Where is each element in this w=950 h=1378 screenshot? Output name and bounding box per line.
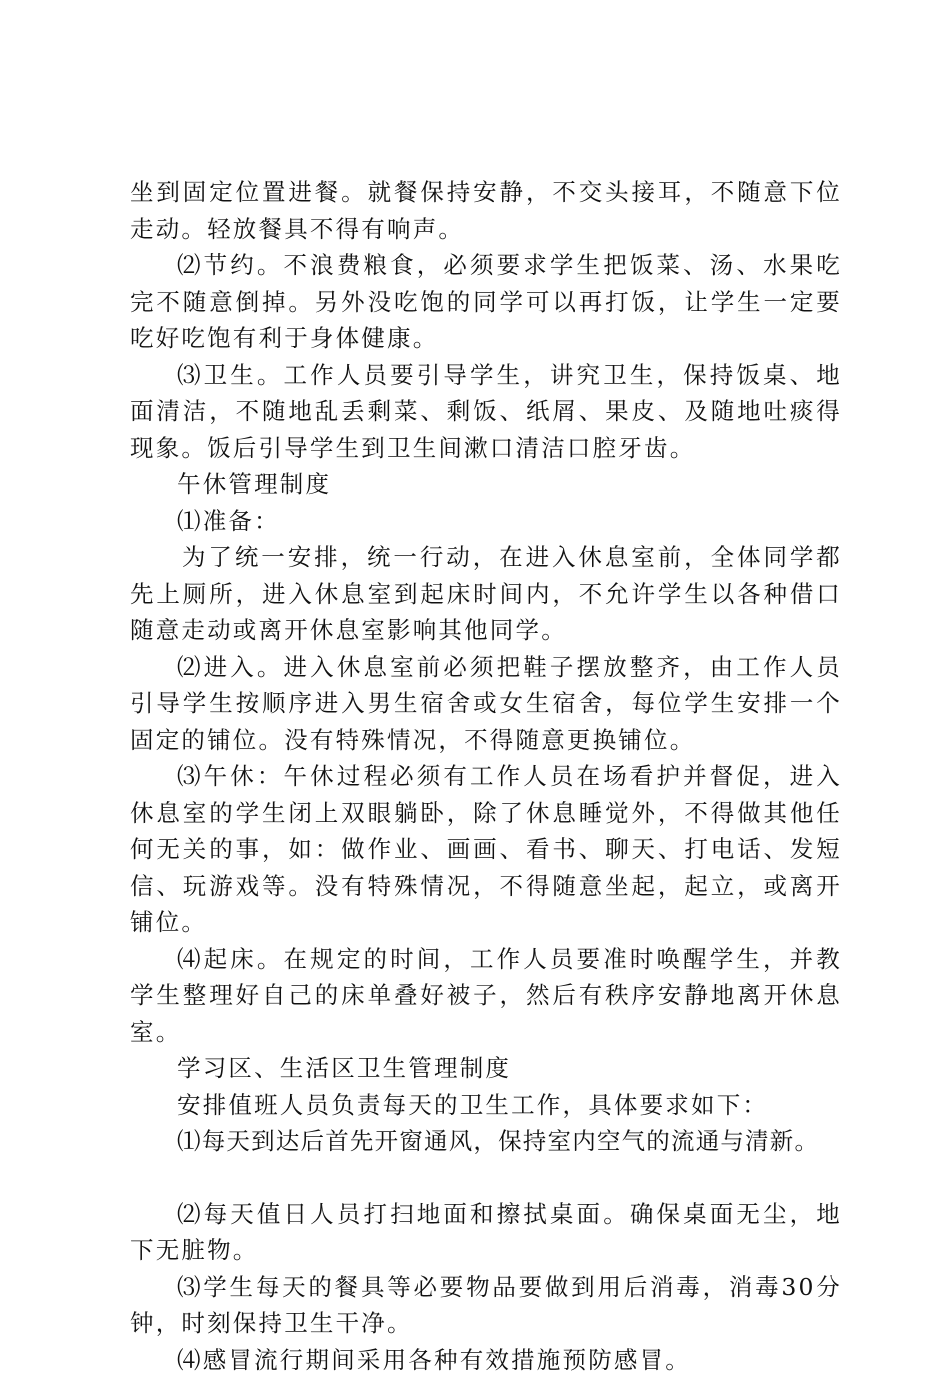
paragraph-meal-hygiene: ⑶卫生。工作人员要引导学生，讲究卫生，保持饭桌、地面清洁，不随地乱丢剩菜、剩饭、纸屑、果皮、及随地吐痰得现象。饭后引导学生到卫生间漱口清洁口腔牙齿。 [130,357,842,467]
paragraph-nap-wakeup: ⑷起床。在规定的时间，工作人员要准时唤醒学生，并教学生整理好自己的床单叠好被子，然后有秩序安静地离开休息室。 [130,941,842,1051]
paragraph-nap-rest: ⑶午休：午休过程必须有工作人员在场看护并督促，进入休息室的学生闭上双眼躺卧，除了休息睡觉外，不得做其他任何无关的事，如：做作业、画画、看书、聊天、打电话、发短信、玩游戏等。没有特殊情况，不得随意坐起，起立，或离开铺位。 [130,758,842,941]
paragraph-meal-seating: 坐到固定位置进餐。就餐保持安静，不交头接耳，不随意下位走动。轻放餐具不得有响声。 [130,174,842,247]
paragraph-nap-prepare-label: ⑴准备： [130,503,842,540]
paragraph-meal-thrift: ⑵节约。不浪费粮食，必须要求学生把饭菜、汤、水果吃完不随意倒掉。另外没吃饱的同学可以再打饭，让学生一定要吃好吃饱有利于身体健康。 [130,247,842,357]
document-body [130,174,842,1378]
paragraph-hygiene-disinfection: ⑶学生每天的餐具等必要物品要做到用后消毒，消毒30分钟，时刻保持卫生干净。 [130,1269,842,1342]
paragraph-hygiene-cleaning: ⑵每天值日人员打扫地面和擦拭桌面。确保桌面无尘，地下无脏物。 [130,1196,842,1269]
paragraph-nap-prepare: 为了统一安排，统一行动，在进入休息室前，全体同学都先上厕所，进入休息室到起床时间内，不允许学生以各种借口随意走动或离开休息室影响其他同学。 [130,539,842,649]
paragraph-hygiene-ventilation: ⑴每天到达后首先开窗通风，保持室内空气的流通与清新。 [130,1123,842,1160]
section-heading-nap: 午休管理制度 [130,466,842,503]
section-heading-hygiene: 学习区、生活区卫生管理制度 [130,1050,842,1087]
paragraph-hygiene-cold-prevention: ⑷感冒流行期间采用各种有效措施预防感冒。 [130,1342,842,1378]
paragraph-hygiene-intro: 安排值班人员负责每天的卫生工作，具体要求如下： [130,1087,842,1124]
paragraph-nap-enter: ⑵进入。进入休息室前必须把鞋子摆放整齐，由工作人员引导学生按顺序进入男生宿舍或女生宿舍，每位学生安排一个固定的铺位。没有特殊情况，不得随意更换铺位。 [130,649,842,759]
